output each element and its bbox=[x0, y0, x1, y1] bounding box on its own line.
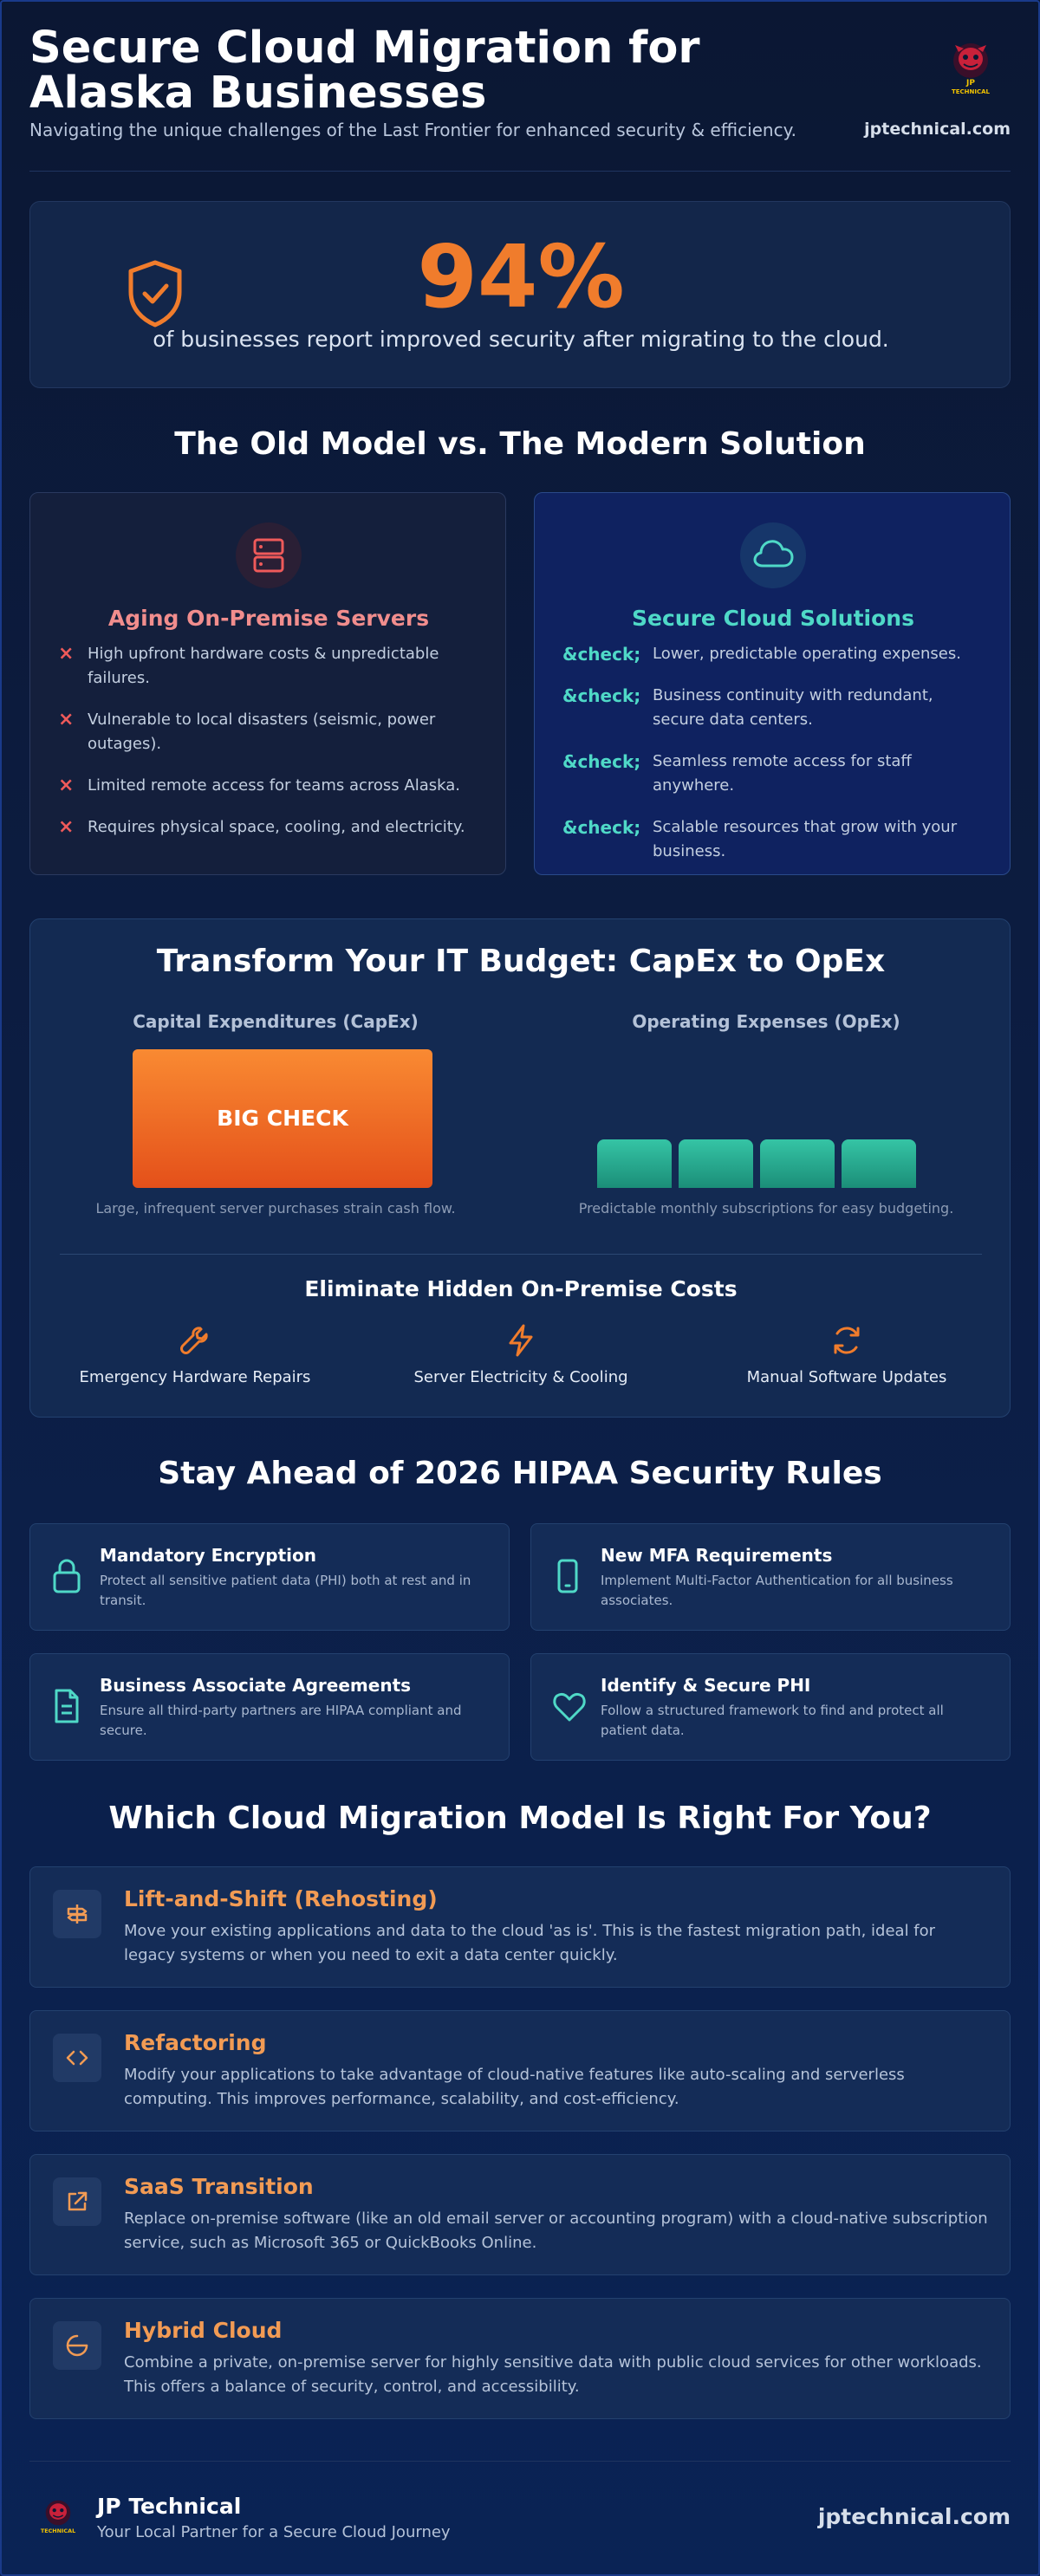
x-mark-icon: × bbox=[58, 709, 75, 730]
list-item: × Vulnerable to local disasters (seismic, power outages). bbox=[58, 709, 436, 753]
cost-label: Manual Software Updates bbox=[746, 1368, 947, 1386]
check-mark-icon: &check; bbox=[562, 685, 641, 706]
on-premise-title: Aging On-Premise Servers bbox=[107, 606, 430, 631]
external-link-icon bbox=[65, 2190, 89, 2214]
stat-box bbox=[29, 201, 1011, 388]
refresh-icon bbox=[829, 1323, 864, 1358]
cost-label: Server Electricity & Cooling bbox=[413, 1368, 628, 1386]
model-icon-box bbox=[53, 2321, 101, 2370]
heart-icon bbox=[550, 1687, 588, 1725]
header-website-link[interactable]: jptechnical.com bbox=[864, 120, 1011, 139]
hipaa-card-text: Protect all sensitive patient data (PHI) both at rest and in transit. bbox=[100, 1573, 471, 1608]
budget-section bbox=[29, 918, 1011, 1418]
model-icon-box bbox=[53, 2177, 101, 2226]
model-title: Refactoring bbox=[124, 2030, 267, 2055]
hipaa-card-phi bbox=[530, 1653, 1011, 1761]
on-premise-card bbox=[29, 492, 506, 875]
model-text: Modify your applications to take advantage of cloud-native features like auto-scaling and serverless computing. This improves performance, scalability, and cost-efficiency. bbox=[124, 2066, 905, 2108]
cloud-list bbox=[562, 642, 987, 881]
model-hybrid-cloud bbox=[29, 2298, 1011, 2419]
capex-caption: Large, infrequent server purchases strain cash flow. bbox=[95, 1200, 456, 1217]
opex-label: Operating Expenses (OpEx) bbox=[632, 1011, 900, 1032]
hipaa-card-text: Ensure all third-party partners are HIPAA compliant and secure. bbox=[100, 1703, 462, 1738]
model-icon-box bbox=[53, 1890, 101, 1938]
code-icon bbox=[65, 2046, 89, 2070]
hipaa-card-text: Implement Multi-Factor Authentication for all business associates. bbox=[601, 1573, 953, 1608]
hipaa-card-title: New MFA Requirements bbox=[601, 1545, 833, 1566]
page-subtitle: Navigating the unique challenges of the Last Frontier for enhanced security & efficiency. bbox=[29, 120, 796, 140]
check-mark-icon: &check; bbox=[562, 751, 641, 772]
hipaa-card-encryption bbox=[29, 1523, 510, 1631]
lock-icon bbox=[49, 1557, 84, 1595]
svg-text:JP: JP bbox=[966, 79, 975, 88]
model-lift-and-shift bbox=[29, 1866, 1011, 1988]
smartphone-icon bbox=[550, 1557, 585, 1595]
hipaa-card-mfa bbox=[530, 1523, 1011, 1631]
footer-logo-icon bbox=[38, 2495, 78, 2539]
server-icon bbox=[236, 522, 302, 588]
list-item: × Requires physical space, cooling, and electricity. bbox=[58, 816, 465, 838]
header bbox=[29, 23, 1011, 173]
page-title: Secure Cloud Migration for Alaska Businesses bbox=[29, 23, 700, 119]
footer-tagline: Your Local Partner for a Secure Cloud Journey bbox=[97, 2523, 451, 2541]
model-text: Move your existing applications and data to the cloud 'as is'. This is the fastest migration path, ideal for legacy systems or when you need to exit a data center quickly. bbox=[124, 1922, 936, 1964]
hipaa-card-title: Mandatory Encryption bbox=[100, 1545, 316, 1566]
svg-text:TECHNICAL: TECHNICAL bbox=[40, 2527, 76, 2534]
model-text: Replace on-premise software (like an old email server or accounting program) with a cloud-native subscription service, such as Microsoft 365 or QuickBooks Online. bbox=[124, 2209, 988, 2252]
header-divider bbox=[29, 171, 1011, 172]
list-item: &check; Lower, predictable operating expenses. bbox=[562, 644, 961, 665]
footer-divider bbox=[29, 2461, 1011, 2462]
cloud-icon-circle bbox=[740, 522, 806, 588]
jp-technical-logo-icon bbox=[946, 36, 995, 97]
hipaa-card-agreements bbox=[29, 1653, 510, 1761]
lightning-icon bbox=[504, 1323, 538, 1358]
signpost-icon bbox=[65, 1902, 89, 1926]
svg-text:TECHNICAL: TECHNICAL bbox=[951, 88, 991, 95]
cloud-card bbox=[534, 492, 1011, 875]
comparison-title: The Old Model vs. The Modern Solution bbox=[174, 426, 866, 462]
footer-website-link[interactable]: jptechnical.com bbox=[817, 2504, 1011, 2529]
model-title: Hybrid Cloud bbox=[124, 2318, 283, 2343]
opex-bar bbox=[842, 1139, 916, 1188]
document-icon bbox=[49, 1687, 84, 1725]
hipaa-card-title: Business Associate Agreements bbox=[100, 1675, 412, 1696]
hidden-costs-title: Eliminate Hidden On-Premise Costs bbox=[304, 1276, 738, 1301]
cloud-icon bbox=[740, 522, 806, 588]
half-circle-icon bbox=[65, 2333, 89, 2358]
x-mark-icon: × bbox=[58, 816, 75, 838]
model-icon-box bbox=[53, 2034, 101, 2082]
list-item: &check; Business continuity with redundant, secure data centers. bbox=[562, 685, 933, 729]
stat-value: 94% bbox=[417, 226, 625, 328]
hipaa-title: Stay Ahead of 2026 HIPAA Security Rules bbox=[158, 1456, 882, 1491]
hipaa-card-title: Identify & Secure PHI bbox=[601, 1675, 811, 1696]
big-check-block: BIG CHECK bbox=[133, 1049, 432, 1188]
footer-company-name: JP Technical bbox=[97, 2494, 242, 2519]
wrench-icon bbox=[178, 1323, 212, 1358]
cost-item-updates bbox=[691, 1323, 1003, 1386]
on-premise-list bbox=[58, 642, 483, 857]
opex-bar bbox=[597, 1139, 672, 1188]
list-item: × Limited remote access for teams across Alaska. bbox=[58, 775, 460, 796]
model-title: SaaS Transition bbox=[124, 2174, 314, 2199]
model-refactoring bbox=[29, 2010, 1011, 2132]
server-icon-circle bbox=[236, 522, 302, 588]
capex-label: Capital Expenditures (CapEx) bbox=[133, 1011, 419, 1032]
opex-caption: Predictable monthly subscriptions for easy budgeting. bbox=[578, 1200, 954, 1217]
x-mark-icon: × bbox=[58, 643, 75, 665]
cost-label: Emergency Hardware Repairs bbox=[79, 1368, 311, 1386]
stat-text: of businesses report improved security after migrating to the cloud. bbox=[153, 327, 889, 352]
opex-bar bbox=[760, 1139, 835, 1188]
cloud-title: Secure Cloud Solutions bbox=[632, 606, 914, 631]
opex-bar bbox=[679, 1139, 753, 1188]
model-saas-transition bbox=[29, 2154, 1011, 2275]
model-title: Lift-and-Shift (Rehosting) bbox=[124, 1886, 438, 1911]
list-item: × High upfront hardware costs & unpredictable failures. bbox=[58, 643, 439, 687]
list-item: &check; Scalable resources that grow with your business. bbox=[562, 817, 958, 860]
models-title: Which Cloud Migration Model Is Right For You? bbox=[108, 1801, 932, 1836]
x-mark-icon: × bbox=[58, 775, 75, 796]
hipaa-card-text: Follow a structured framework to find and protect all patient data. bbox=[601, 1703, 944, 1738]
budget-divider bbox=[60, 1254, 982, 1255]
cost-item-electricity bbox=[365, 1323, 677, 1386]
model-text: Combine a private, on-premise server for highly sensitive data with public cloud services for other workloads. This offers a balance of security, control, and accessibility. bbox=[124, 2353, 982, 2396]
check-mark-icon: &check; bbox=[562, 817, 641, 838]
check-mark-icon: &check; bbox=[562, 644, 641, 665]
list-item: &check; Seamless remote access for staff anywhere. bbox=[562, 751, 912, 795]
budget-title: Transform Your IT Budget: CapEx to OpEx bbox=[156, 944, 886, 979]
cost-item-repairs bbox=[39, 1323, 351, 1386]
